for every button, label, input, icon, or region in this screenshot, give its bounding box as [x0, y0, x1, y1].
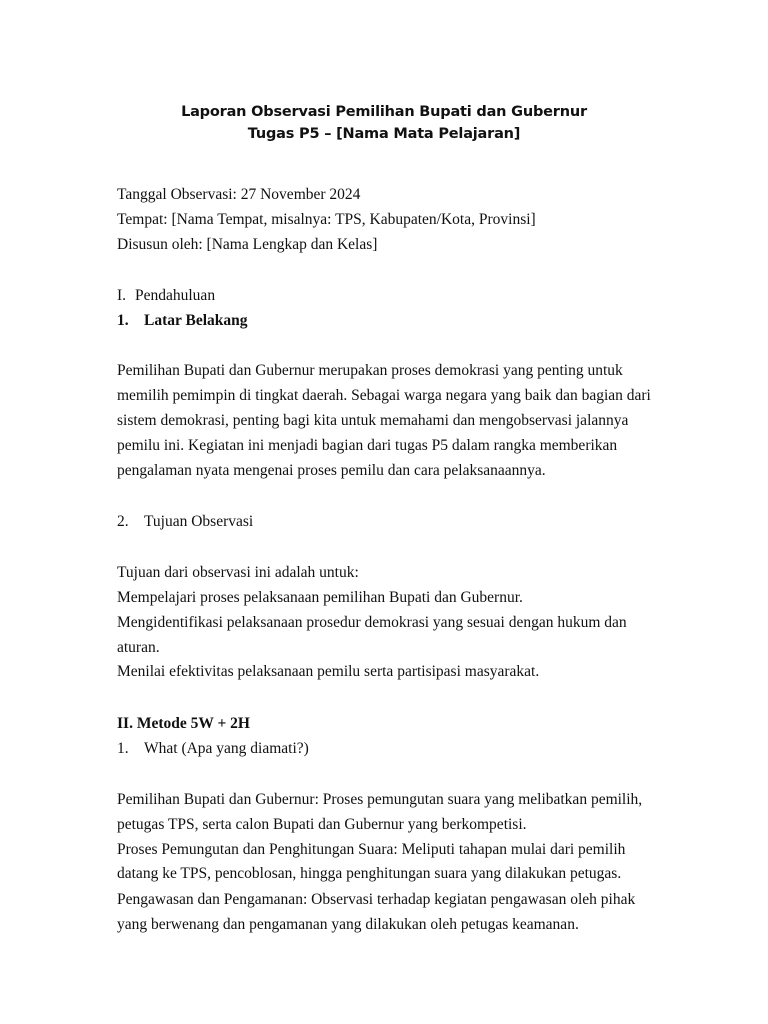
subsection-title: Tujuan Observasi — [144, 513, 254, 530]
section-heading-method: II. Metode 5W + 2H — [117, 715, 250, 732]
observation-place: Tempat: [Nama Tempat, misalnya: TPS, Kabupaten/Kota, Provinsi] — [117, 211, 536, 228]
observation-date: Tanggal Observasi: 27 November 2024 — [117, 186, 361, 203]
paragraph-line: Mengidentifikasi pelaksanaan prosedur demokrasi yang sesuai dengan hukum dan — [117, 614, 627, 631]
paragraph-line: pengalaman nyata mengenai proses pemilu dan cara pelaksanaannya. — [117, 462, 546, 479]
paragraph-line: Menilai efektivitas pelaksanaan pemilu serta partisipasi masyarakat. — [117, 663, 540, 680]
paragraph-line: yang berwenang dan pengamanan yang dilakukan oleh petugas keamanan. — [117, 916, 579, 933]
paragraph-line: Proses Pemungutan dan Penghitungan Suara: Meliputi tahapan mulai dari pemilih — [117, 841, 626, 858]
subsection-heading-what — [117, 739, 309, 759]
paragraph-line: aturan. — [117, 639, 160, 656]
paragraph-line: Pemilihan Bupati dan Gubernur: Proses pemungutan suara yang melibatkan pemilih, — [117, 791, 643, 808]
paragraph-line: Pemilihan Bupati dan Gubernur merupakan proses demokrasi yang penting untuk — [117, 362, 623, 379]
subsection-heading-goals — [117, 512, 253, 532]
subsection-title: What (Apa yang diamati?) — [144, 740, 309, 757]
paragraph-line: Mempelajari proses pelaksanaan pemilihan Bupati dan Gubernur. — [117, 589, 523, 606]
subsection-number: 1. — [117, 312, 129, 329]
section-title: Pendahuluan — [135, 287, 216, 304]
subsection-title: Latar Belakang — [144, 312, 248, 329]
section-numeral: I. — [117, 287, 127, 304]
document-title: Laporan Observasi Pemilihan Bupati dan Gubernur — [181, 104, 587, 120]
section-heading-introduction — [117, 286, 215, 306]
paragraph-line: Pengawasan dan Pengamanan: Observasi terhadap kegiatan pengawasan oleh pihak — [117, 891, 636, 908]
document-subtitle: Tugas P5 – [Nama Mata Pelajaran] — [247, 126, 521, 142]
subsection-number: 2. — [117, 513, 129, 530]
paragraph-line: petugas TPS, serta calon Bupati dan Gubernur yang berkompetisi. — [117, 816, 527, 833]
subsection-number: 1. — [117, 740, 129, 757]
paragraph-line: pemilu ini. Kegiatan ini menjadi bagian dari tugas P5 dalam rangka memberikan — [117, 437, 618, 454]
paragraph-line: datang ke TPS, pencoblosan, hingga penghitungan suara yang dilakukan petugas. — [117, 865, 622, 882]
paragraph-line: memilih pemimpin di tingkat daerah. Sebagai warga negara yang baik dan bagian dari — [117, 387, 651, 404]
subsection-heading-background — [117, 311, 248, 331]
paragraph-line: sistem demokrasi, penting bagi kita untuk memahami dan mengobservasi jalannya — [117, 412, 629, 429]
paragraph-line: Tujuan dari observasi ini adalah untuk: — [117, 564, 359, 581]
author: Disusun oleh: [Nama Lengkap dan Kelas] — [117, 236, 378, 253]
